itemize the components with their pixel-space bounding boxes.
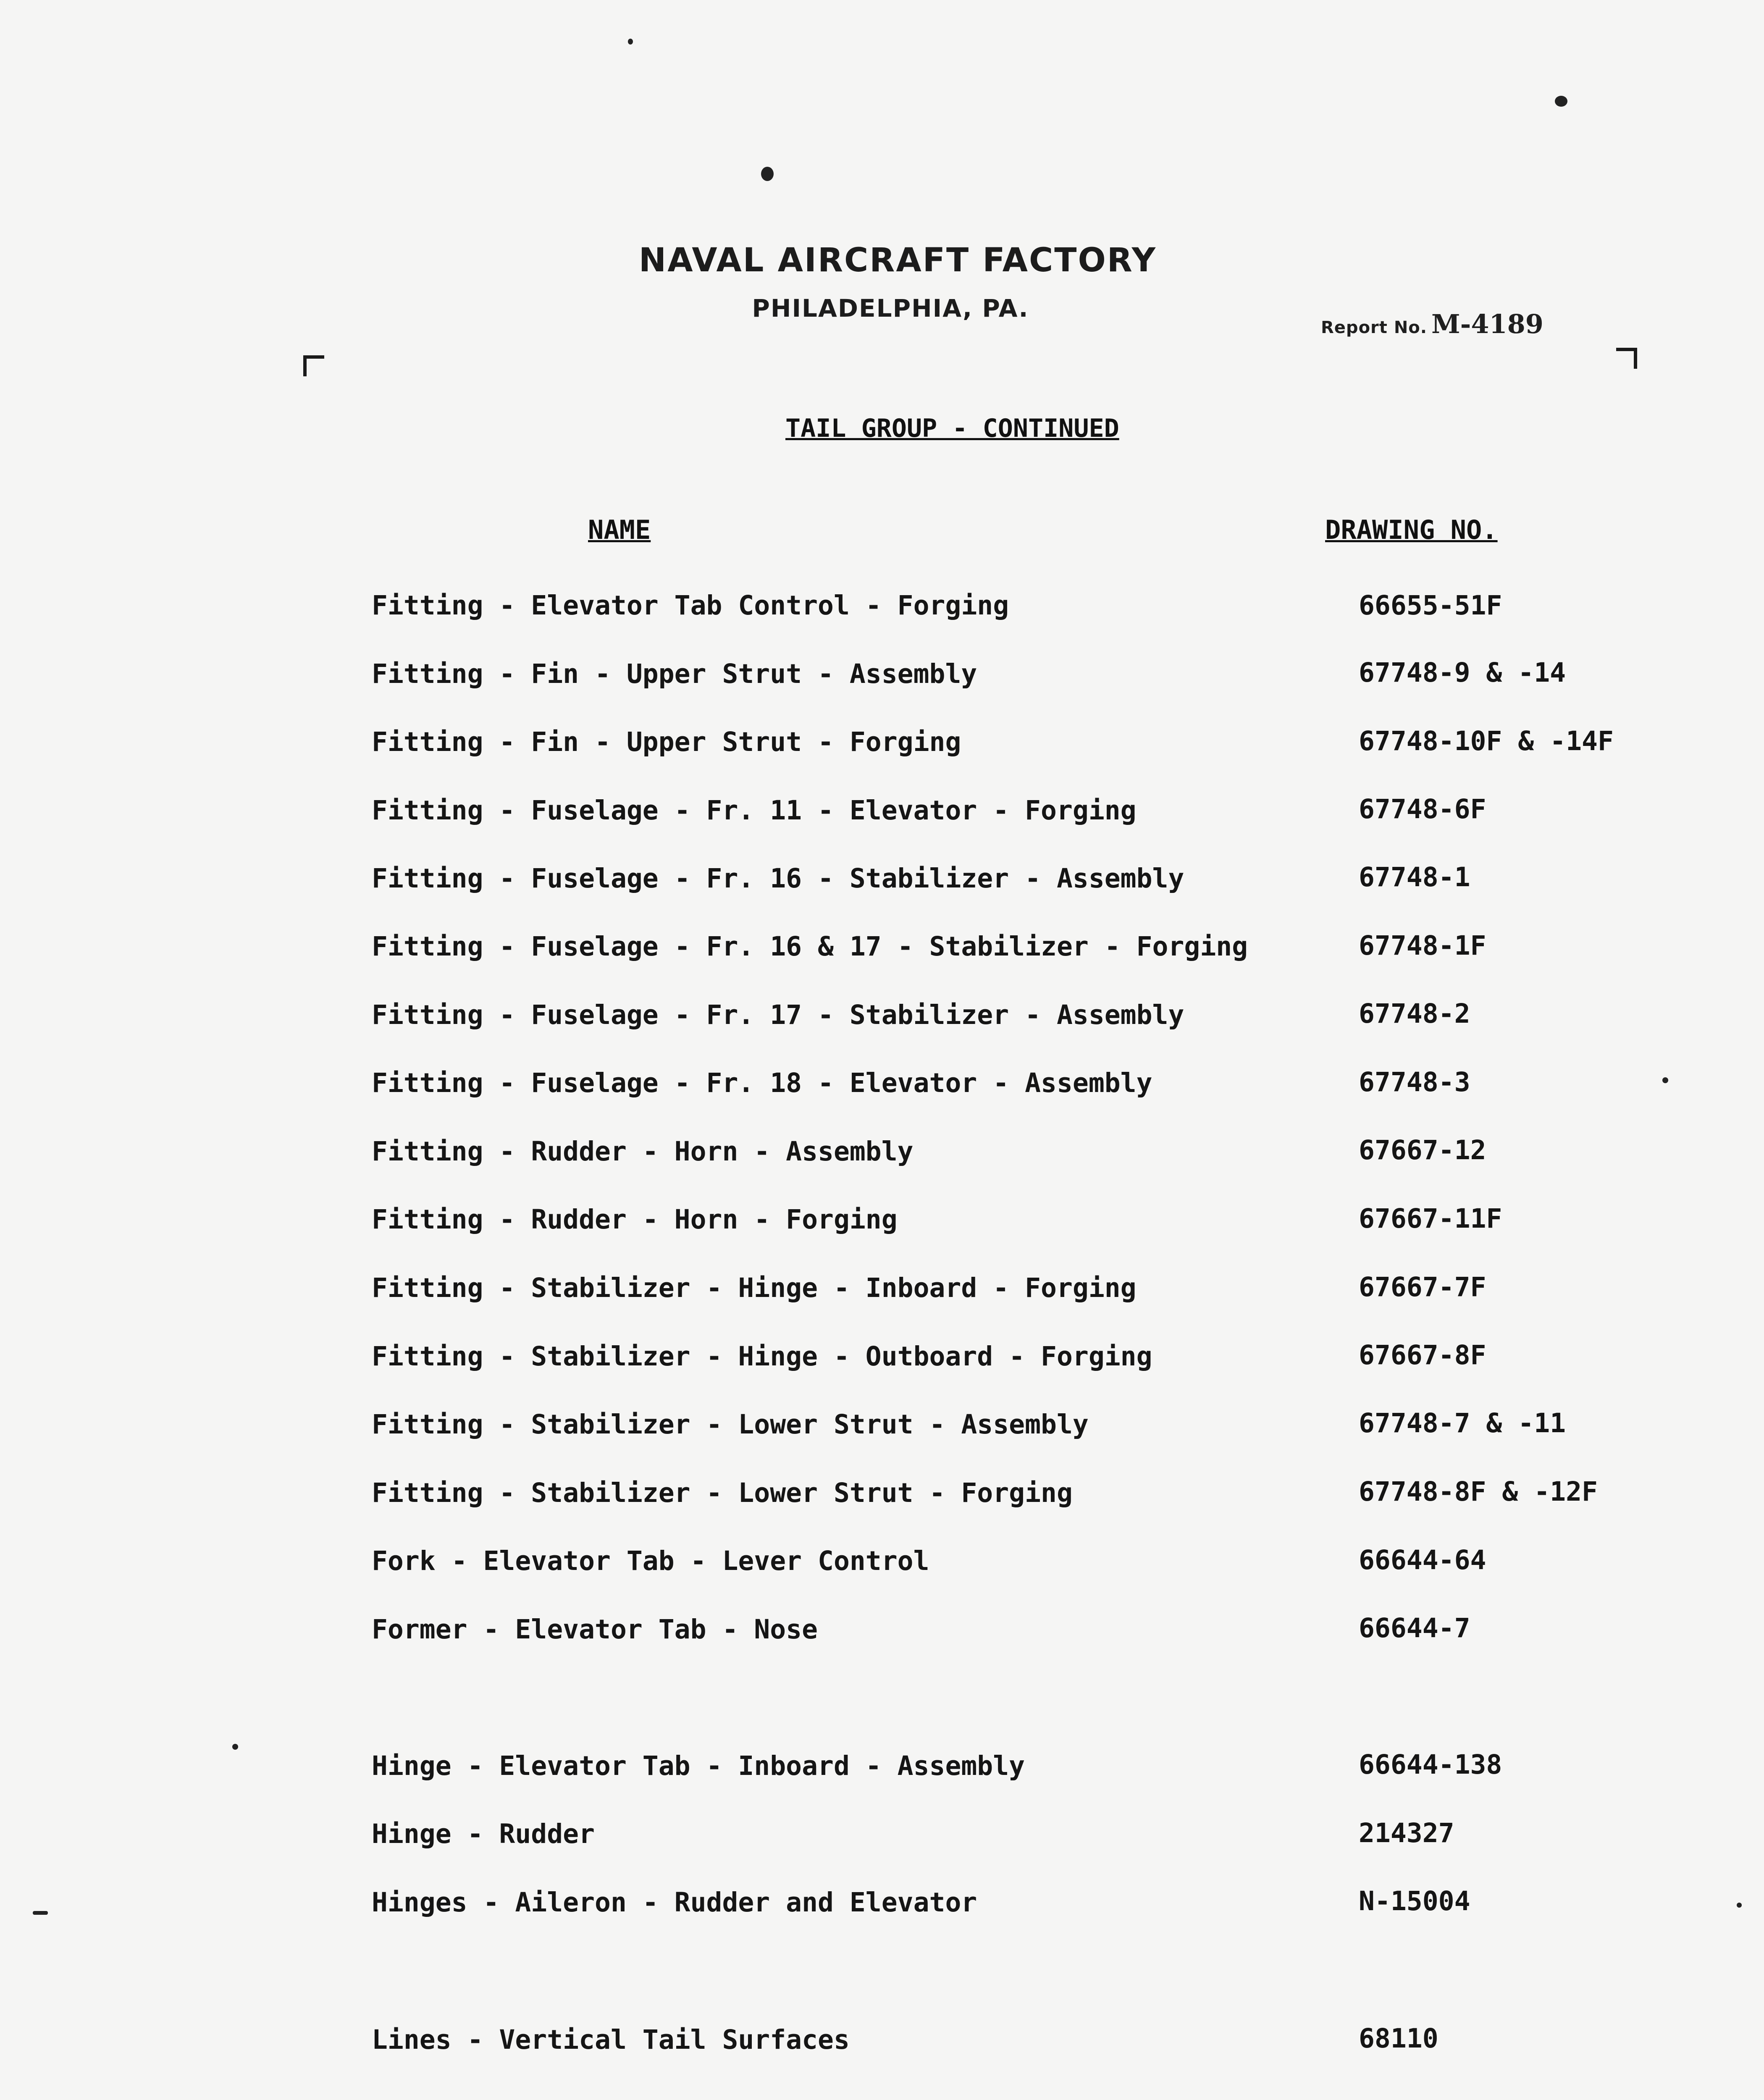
list-item-name: Lines - Vertical Tail Surfaces (372, 2024, 850, 2055)
list-item-name: Fitting - Fuselage - Fr. 11 - Elevator - Forging (372, 795, 1137, 826)
report-number-label: Report No. (1321, 318, 1427, 337)
list-item-drawing-no: 67667-7F (1359, 1272, 1486, 1302)
ink-speck (33, 1911, 48, 1915)
list-item-name: Fitting - Fuselage - Fr. 17 - Stabilizer - Assembly (372, 1000, 1184, 1030)
list-item-name: Fitting - Fin - Upper Strut - Forging (372, 727, 961, 757)
ink-speck (1737, 1903, 1742, 1908)
list-item-drawing-no: 67748-6F (1359, 794, 1486, 824)
list-item-name: Hinges - Aileron - Rudder and Elevator (372, 1887, 977, 1918)
section-title: TAIL GROUP - CONTINUED (785, 414, 1119, 443)
list-item-name: Fitting - Elevator Tab Control - Forging (372, 590, 1009, 621)
list-item-drawing-no: 67748-3 (1359, 1067, 1470, 1097)
list-item-name: Fitting - Stabilizer - Lower Strut - Assembly (372, 1409, 1089, 1440)
column-header-name: NAME (588, 514, 651, 545)
list-item-name: Fitting - Rudder - Horn - Forging (372, 1204, 898, 1235)
list-item-drawing-no: 67667-11F (1359, 1203, 1502, 1234)
list-item-name: Fitting - Fin - Upper Strut - Assembly (372, 659, 977, 689)
ink-speck (1555, 96, 1567, 107)
list-item-drawing-no: 67748-10F & -14F (1359, 726, 1614, 756)
crop-mark-top-left (303, 355, 324, 376)
ink-speck (628, 39, 633, 45)
list-item-drawing-no: N-15004 (1359, 1886, 1470, 1916)
list-item-drawing-no: 66644-138 (1359, 1749, 1502, 1780)
report-number-block (1321, 309, 1544, 339)
ink-speck (1662, 1077, 1668, 1083)
list-item-drawing-no: 67748-2 (1359, 998, 1470, 1029)
list-item-name: Fitting - Stabilizer - Hinge - Outboard - Forging (372, 1341, 1152, 1372)
list-item-drawing-no: 67748-8F & -12F (1359, 1476, 1598, 1507)
organization-location: PHILADELPHIA, PA. (752, 294, 1029, 323)
crop-mark-top-right (1616, 348, 1637, 369)
list-item-drawing-no: 68110 (1359, 2023, 1438, 2054)
list-item-name: Hinge - Elevator Tab - Inboard - Assembly (372, 1751, 1025, 1781)
list-item-drawing-no: 67748-1F (1359, 930, 1486, 961)
list-item-name: Fitting - Stabilizer - Lower Strut - Forging (372, 1478, 1073, 1508)
list-item-drawing-no: 66655-51F (1359, 590, 1502, 621)
list-item-drawing-no: 67748-9 & -14 (1359, 657, 1566, 688)
list-item-drawing-no: 67748-7 & -11 (1359, 1408, 1566, 1438)
report-number: M-4189 (1431, 309, 1544, 339)
organization-name: NAVAL AIRCRAFT FACTORY (638, 242, 1157, 279)
ink-speck (232, 1744, 238, 1750)
list-item-drawing-no: 66644-7 (1359, 1613, 1470, 1643)
list-item-drawing-no: 67667-12 (1359, 1135, 1486, 1166)
list-item-name: Fitting - Fuselage - Fr. 16 - Stabilizer - Assembly (372, 863, 1184, 894)
list-item-drawing-no: 214327 (1359, 1818, 1454, 1848)
column-header-drawing-no: DRAWING NO. (1325, 514, 1498, 545)
list-item-name: Fork - Elevator Tab - Lever Control (372, 1546, 929, 1576)
list-item-name: Fitting - Stabilizer - Hinge - Inboard - Forging (372, 1273, 1137, 1303)
list-item-name: Former - Elevator Tab - Nose (372, 1614, 818, 1645)
list-item-name: Fitting - Fuselage - Fr. 16 & 17 - Stabilizer - Forging (372, 931, 1248, 962)
list-item-drawing-no: 66644-64 (1359, 1545, 1486, 1575)
list-item-drawing-no: 67667-8F (1359, 1340, 1486, 1370)
list-item-name: Hinge - Rudder (372, 1819, 595, 1849)
ink-speck (761, 167, 774, 181)
list-item-name: Fitting - Rudder - Horn - Assembly (372, 1136, 914, 1167)
list-item-drawing-no: 67748-1 (1359, 862, 1470, 892)
list-item-name: Fitting - Fuselage - Fr. 18 - Elevator - Assembly (372, 1068, 1152, 1098)
